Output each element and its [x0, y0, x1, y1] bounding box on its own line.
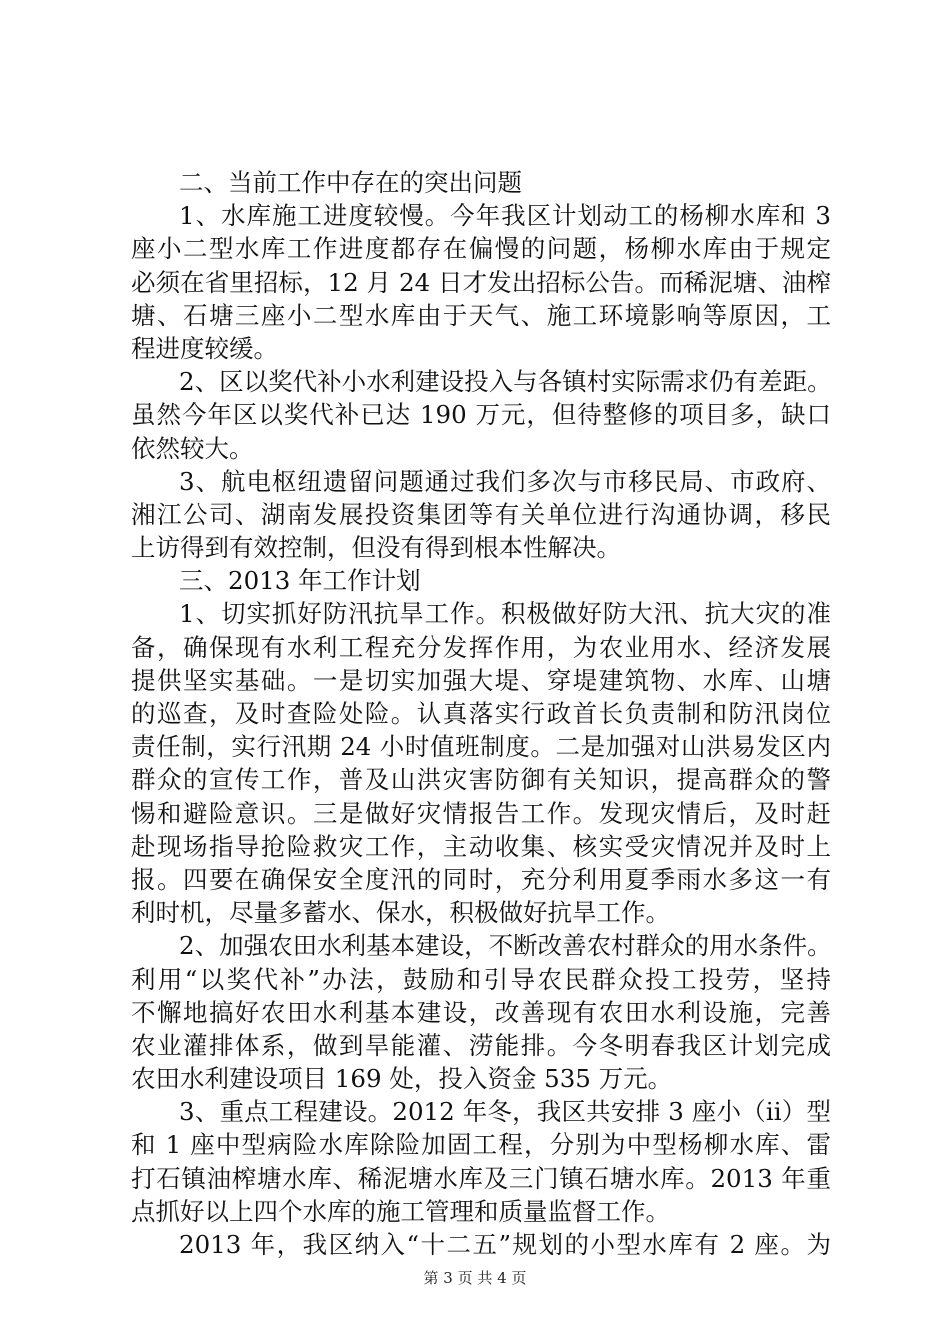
paragraph-line: 点抓好以上四个水库的施工管理和质量监督工作。	[131, 1196, 670, 1226]
paragraph-line: 提供坚实基础。一是切实加强大堤、穿堤建筑物、水库、山塘	[131, 665, 831, 695]
paragraph-line: 座小二型水库工作进度都存在偏慢的问题，杨柳水库由于规定	[131, 234, 831, 264]
page-number-footer: 第 3 页 共 4 页	[423, 1269, 527, 1287]
paragraph-line: 塘、石塘三座小二型水库由于天气、施工环境影响等原因，工	[131, 300, 831, 330]
paragraph-line: 利用“以奖代补”办法，鼓励和引导农民群众投工投劳，坚持	[131, 964, 831, 994]
section-heading-plan: 三、2013 年工作计划	[179, 566, 421, 596]
paragraph-line: 报。四要在确保安全度汛的同时，充分利用夏季雨水多这一有	[131, 864, 831, 894]
paragraph-line: 湘江公司、湖南发展投资集团等有关单位进行沟通协调，移民	[131, 499, 831, 529]
section-heading-problems: 二、当前工作中存在的突出问题	[179, 168, 522, 197]
paragraph-line: 利时机，尽量多蓄水、保水，积极做好抗旱工作。	[131, 898, 670, 928]
paragraph-line: 程进度较缓。	[131, 333, 278, 363]
paragraph-line: 2、加强农田水利基本建设，不断改善农村群众的用水条件。	[179, 931, 832, 961]
paragraph-line: 的巡查，及时查险处险。认真落实行政首长负责制和防汛岗位	[131, 699, 831, 728]
paragraph-line: 1、水库施工进度较慢。今年我区计划动工的杨柳水库和 3	[179, 201, 831, 231]
paragraph-line: 惕和避险意识。三是做好灾情报告工作。发现灾情后，及时赶	[131, 798, 831, 828]
paragraph-line: 群众的宣传工作，普及山洪灾害防御有关知识，提高群众的警	[131, 765, 831, 795]
paragraph-line: 1、切实抓好防汛抗旱工作。积极做好防大汛、抗大灾的准	[179, 599, 831, 629]
paragraph-line: 赴现场指导抢险救灾工作，主动收集、核实受灾情况并及时上	[131, 831, 831, 861]
paragraph-line: 上访得到有效控制，但没有得到根本性解决。	[131, 533, 621, 563]
paragraph-line: 和 1 座中型病险水库除险加固工程，分别为中型杨柳水库、雷	[131, 1130, 831, 1160]
paragraph-line: 农田水利建设项目 169 处，投入资金 535 万元。	[131, 1064, 673, 1094]
paragraph-line: 必须在省里招标，12 月 24 日才发出招标公告。而稀泥塘、油榨	[131, 267, 831, 297]
paragraph-line: 责任制，实行汛期 24 小时值班制度。二是加强对山洪易发区内	[131, 732, 831, 762]
paragraph-line: 2、区以奖代补小水利建设投入与各镇村实际需求仍有差距。	[179, 367, 832, 397]
paragraph-line: 虽然今年区以奖代补已达 190 万元，但待整修的项目多，缺口	[131, 400, 831, 430]
paragraph-line: 打石镇油榨塘水库、稀泥塘水库及三门镇石塘水库。2013 年重	[131, 1163, 831, 1193]
paragraph-line: 2013 年，我区纳入“十二五”规划的小型水库有 2 座。为	[179, 1230, 831, 1259]
paragraph-line: 3、重点工程建设。2012 年冬，我区共安排 3 座小（ii）型	[179, 1097, 831, 1127]
paragraph-line: 3、航电枢纽遗留问题通过我们多次与市移民局、市政府、	[179, 466, 831, 496]
paragraph-line: 备，确保现有水利工程充分发挥作用，为农业用水、经济发展	[131, 632, 831, 662]
paragraph-line: 依然较大。	[131, 433, 254, 463]
document-body	[131, 166, 831, 1261]
paragraph-line: 不懈地搞好农田水利基本建设，改善现有农田水利设施，完善	[131, 997, 831, 1027]
paragraph-line: 农业灌排体系，做到旱能灌、涝能排。今冬明春我区计划完成	[131, 1030, 831, 1060]
